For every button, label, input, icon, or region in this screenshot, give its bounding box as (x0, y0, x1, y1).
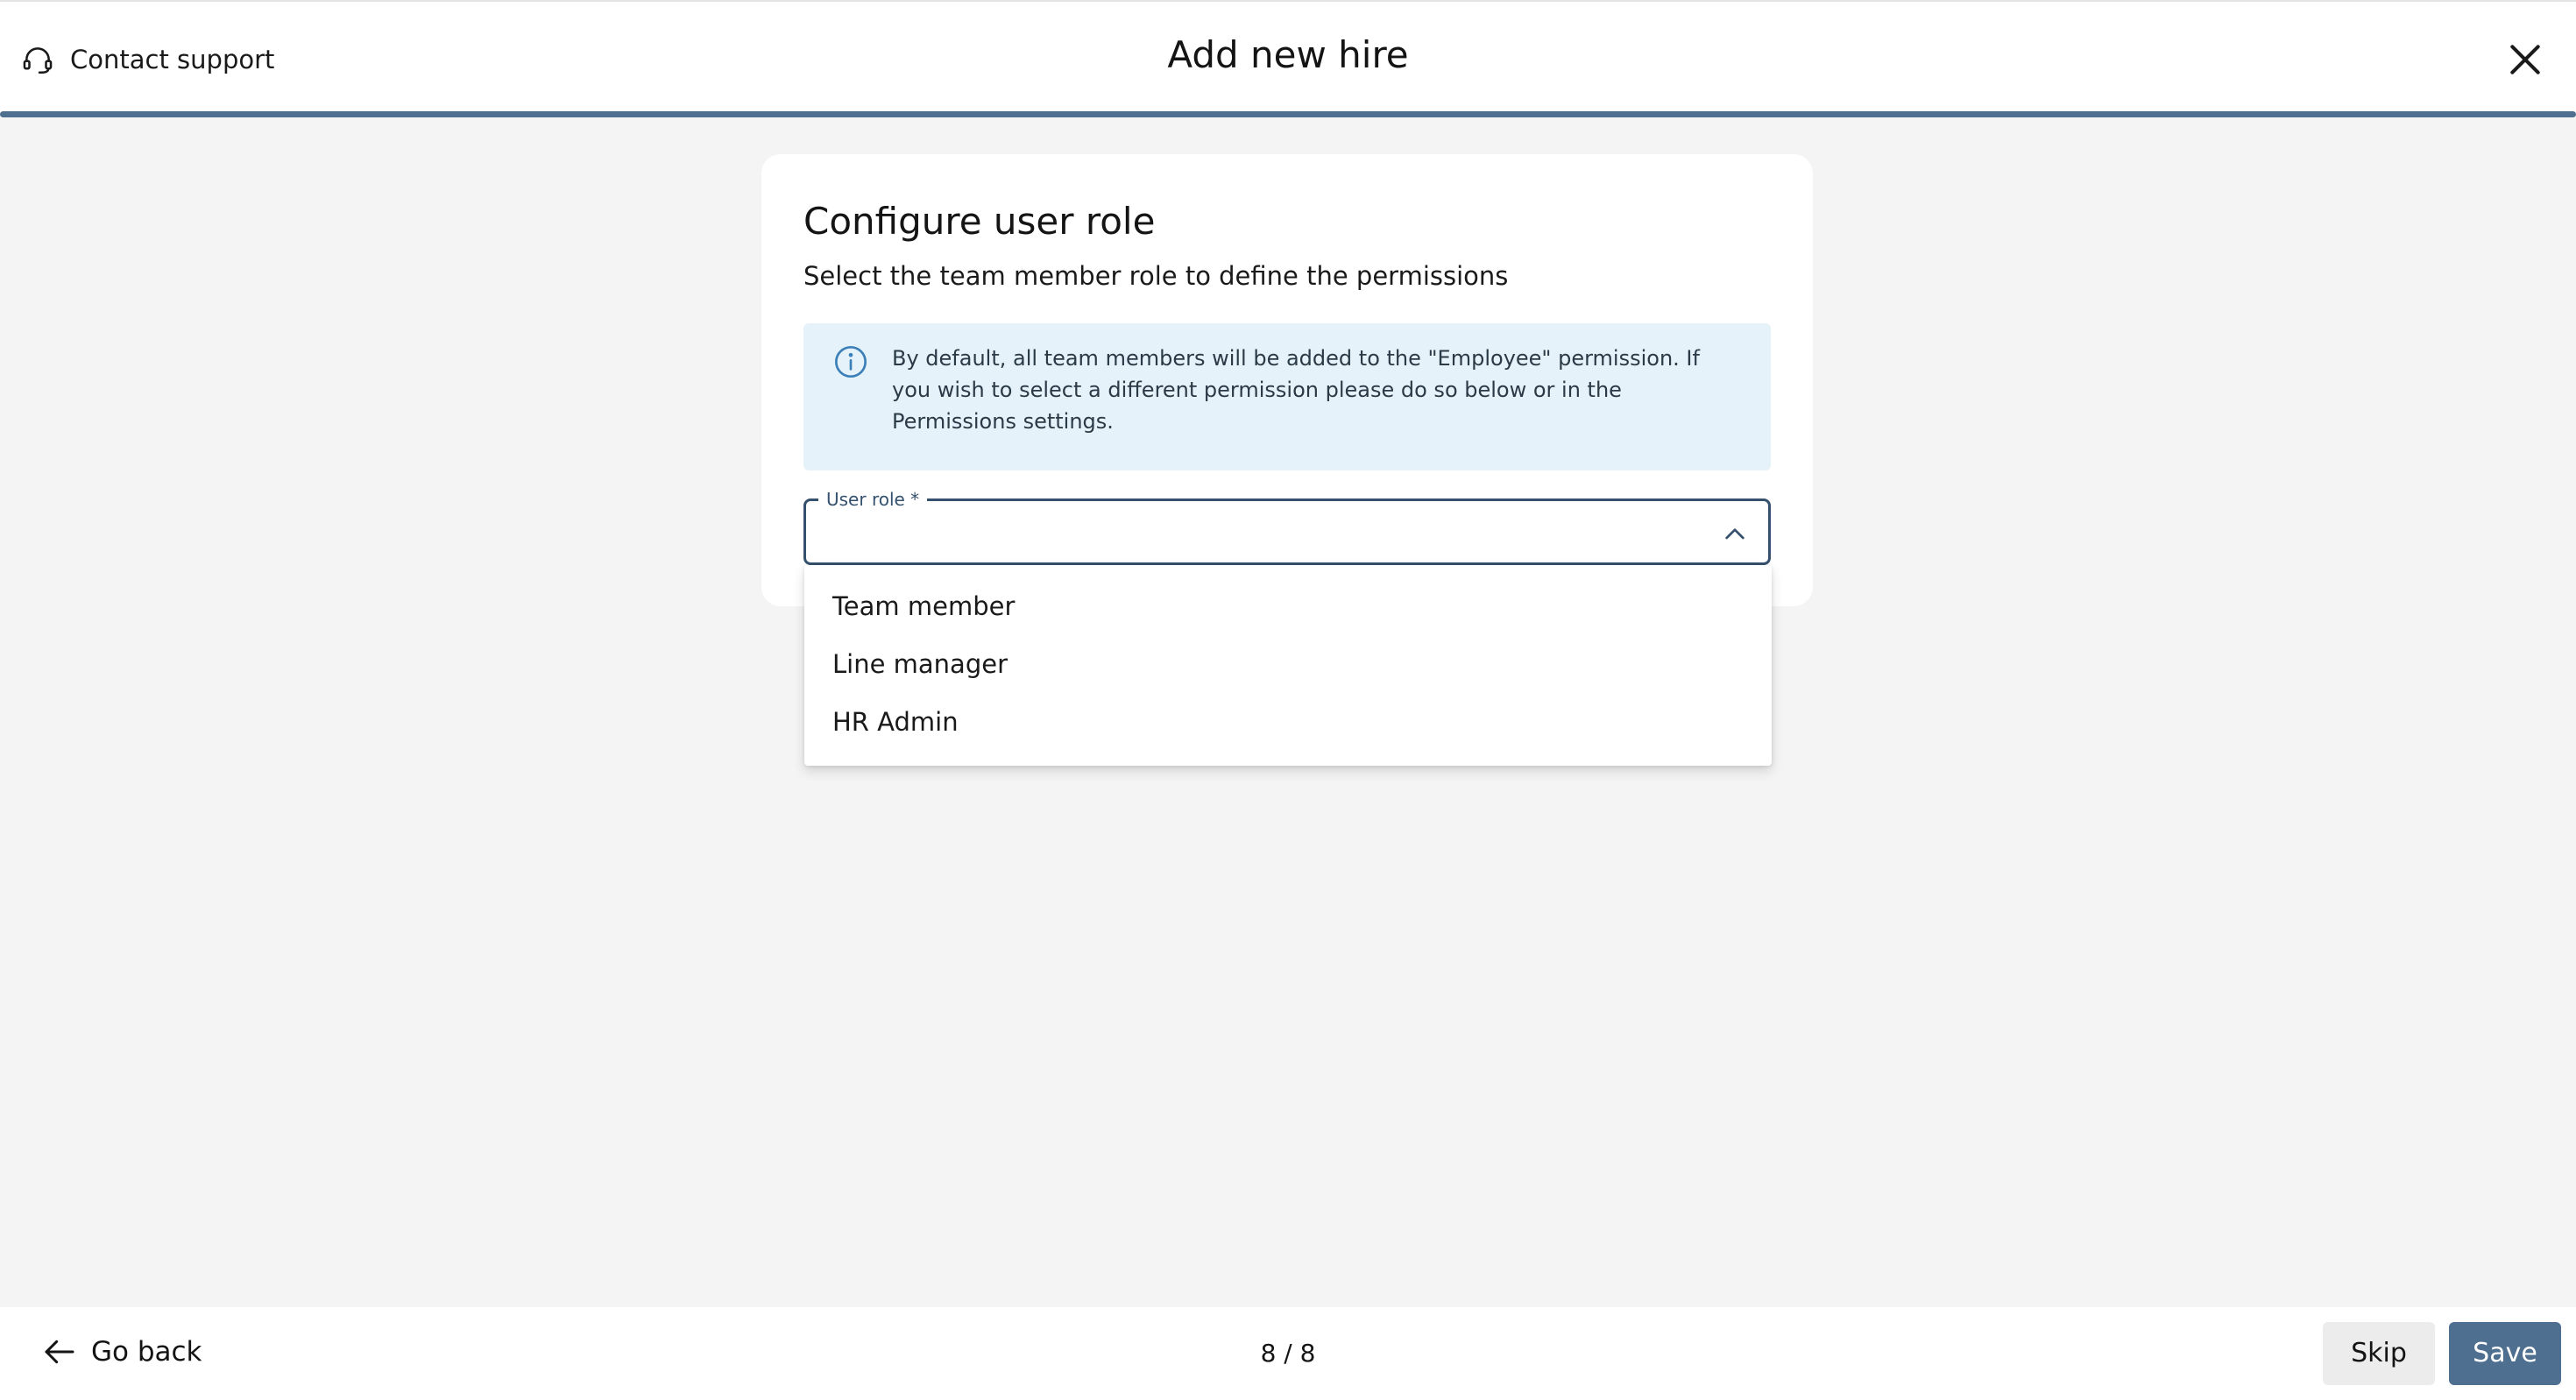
go-back-label: Go back (91, 1336, 202, 1368)
close-button[interactable] (2506, 40, 2544, 79)
progress-bar (0, 111, 2576, 117)
skip-button[interactable]: Skip (2323, 1322, 2435, 1385)
info-icon (833, 344, 868, 379)
user-role-label: User role * (818, 489, 927, 510)
user-role-dropdown (804, 565, 1772, 766)
user-role-select[interactable] (803, 489, 1771, 565)
dropdown-option-hr-admin[interactable]: HR Admin (832, 707, 959, 737)
configure-role-card (761, 154, 1813, 606)
footer-bar (0, 1307, 2576, 1400)
chevron-up-icon[interactable] (1721, 520, 1749, 548)
contact-support-label: Contact support (70, 45, 275, 74)
info-banner-text: By default, all team members will be added to the "Employee" permission. If you wish to select a different permission please do so below or in the Permissions settings. (892, 346, 1700, 434)
page-title: Add new hire (1167, 33, 1409, 76)
info-banner (803, 323, 1771, 470)
save-button[interactable]: Save (2449, 1322, 2561, 1385)
header-bar (0, 0, 2576, 112)
card-subtitle: Select the team member role to define the permissions (803, 261, 1509, 291)
dropdown-option-team-member[interactable]: Team member (832, 591, 1016, 621)
progress-bar-fill (0, 111, 2576, 117)
card-title: Configure user role (803, 200, 1156, 243)
close-icon (2506, 40, 2544, 79)
dropdown-option-line-manager[interactable]: Line manager (832, 649, 1008, 679)
step-indicator: 8 / 8 (1260, 1339, 1316, 1368)
